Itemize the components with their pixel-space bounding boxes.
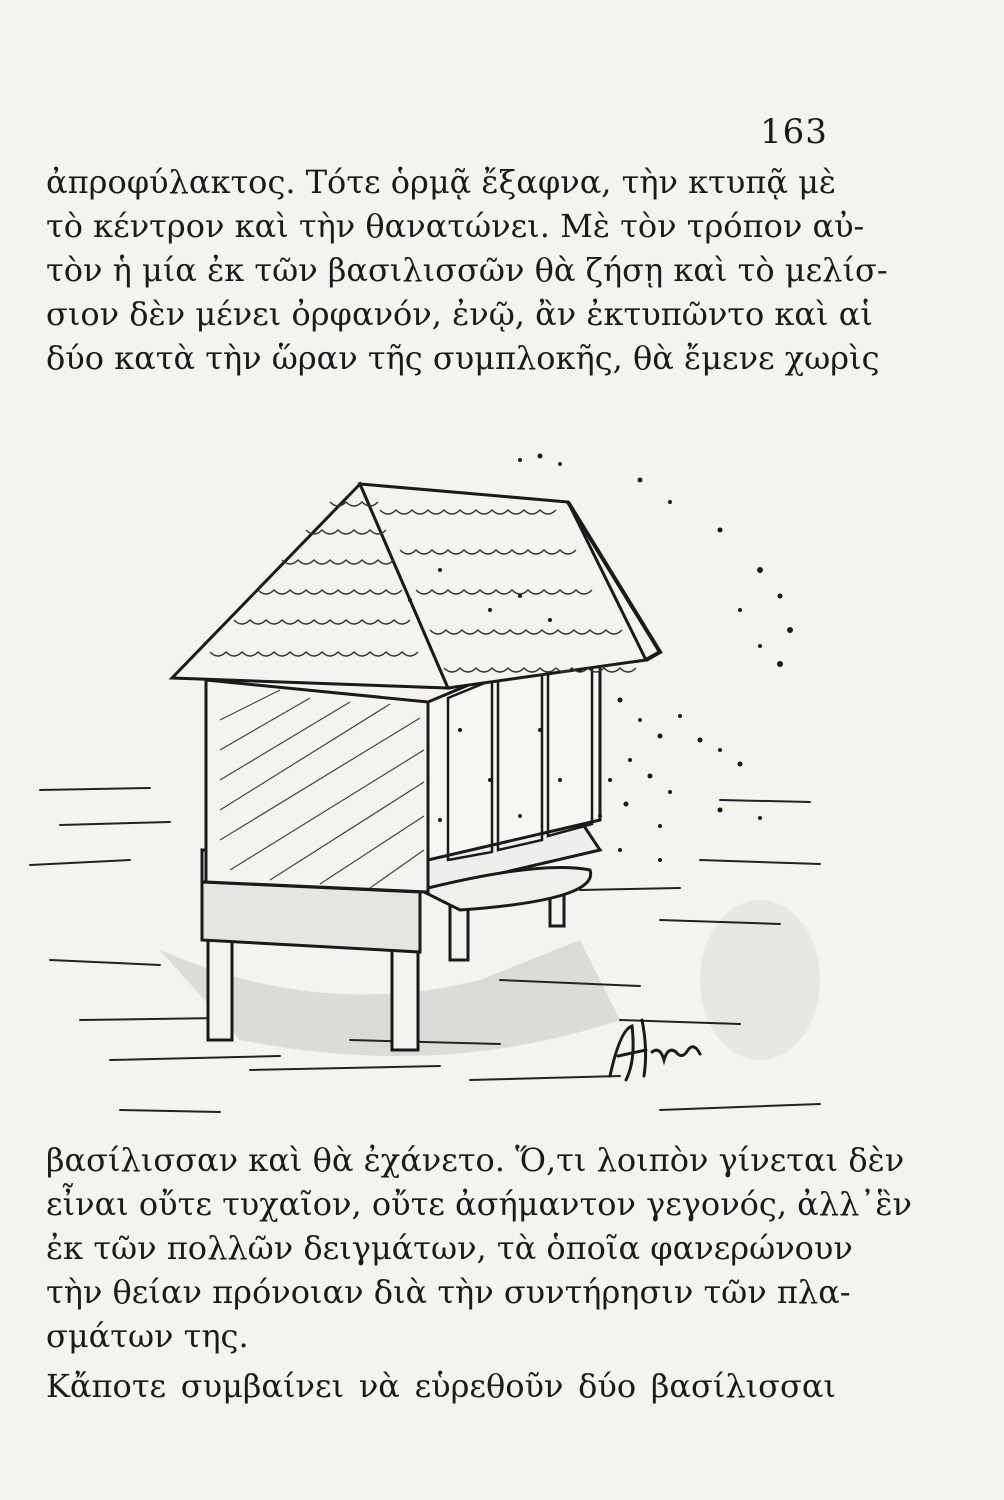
text-line: δύο κατὰ τὴν ὥραν τῆς συμπλοκῆς, θὰ ἔμενε χωρὶς [46,339,880,377]
text-line: σμάτων της. [46,1317,249,1355]
hive-side-wall [206,680,428,892]
text-line: ἀπροφύλακτος. Τότε ὁρμᾷ ἔξαφνα, τὴν κτυπᾷ μὲ [46,163,837,201]
text-line: τὸ κέντρον καὶ τὴν θανατώνει. Μὲ τὸν τρόπον αὐ- [46,207,865,245]
artist-signature [610,1020,700,1080]
text-line: τὸν ἡ μία ἐκ τῶν βασιλισσῶν θὰ ζήσῃ καὶ τὸ μελίσ- [46,251,888,289]
paper-smudge [700,900,820,1060]
top-paragraph [46,160,888,380]
text-line: τὴν θείαν πρόνοιαν διὰ τὴν συντήρησιν τῶν πλα- [46,1273,851,1311]
last-line: Κἄποτε συμβαίνει νὰ εὑρεθοῦν δύο βασίλισσαι [46,1367,836,1405]
text-line: σιον δὲν μένει ὀρφανόν, ἐνῷ, ἂν ἐκτυπῶντο καὶ αἱ [46,295,873,333]
hive-roof [172,484,660,688]
bottom-paragraph [46,1138,912,1408]
page-number: 163 [760,112,828,152]
text-line: εἶναι οὔτε τυχαῖον, οὔτε ἀσήμαντον γεγονός, ἀλλ᾽ἓν [46,1185,912,1223]
text-line: ἐκ τῶν πολλῶν δειγμάτων, τὰ ὁποῖα φανερώνουν [46,1229,853,1267]
text-line: βασίλισσαν καὶ θὰ ἐχάνετο. Ὅ,τι λοιπὸν γίνεται δὲν [46,1141,905,1179]
